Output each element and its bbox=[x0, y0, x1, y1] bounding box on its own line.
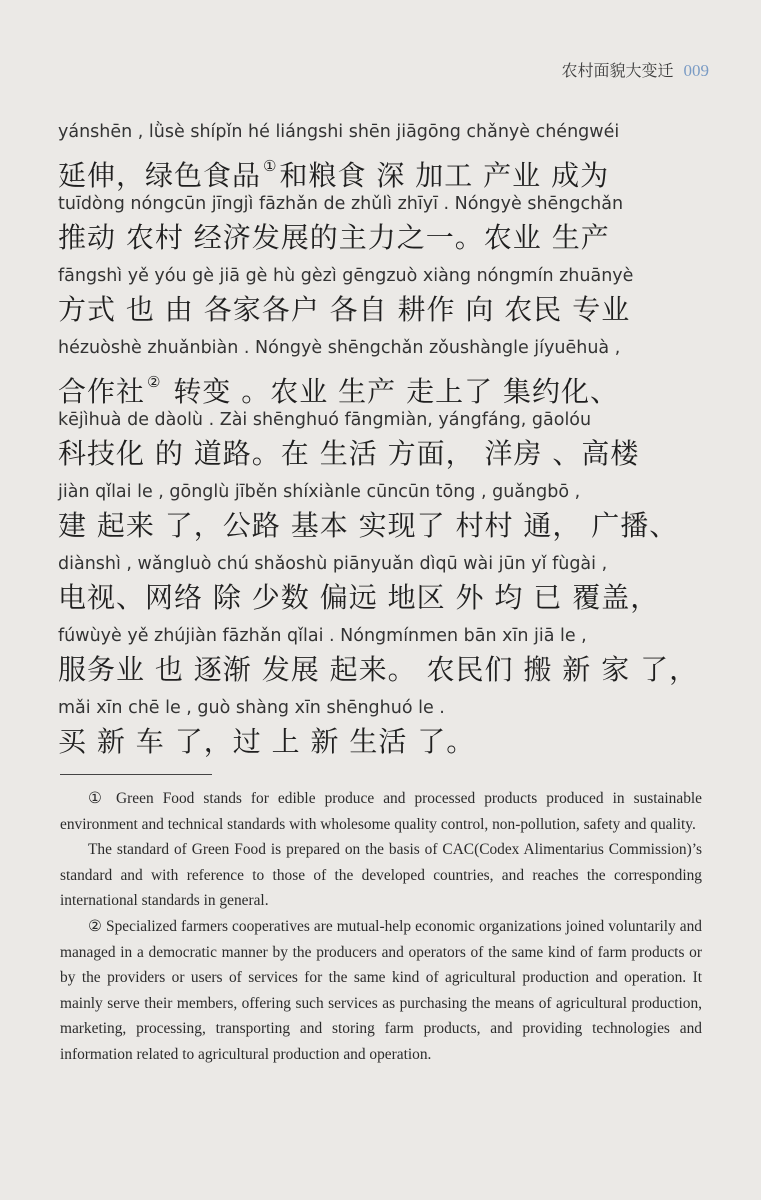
pinyin-body-text bbox=[58, 118, 708, 766]
pinyin-line: jiàn qǐlai le , gōnglù jīběn shíxiànle cūncūn tōng , guǎngbō , bbox=[58, 482, 581, 502]
footnote-divider bbox=[60, 774, 212, 775]
hanzi-line: 电视、网络 除 少数 偏远 地区 外 均 已 覆盖， bbox=[58, 581, 660, 614]
pinyin-line: diànshì , wǎngluò chú shǎoshù piānyuǎn dìqū wài jūn yǐ fùgài , bbox=[58, 554, 608, 574]
footnote-marker: ② bbox=[147, 373, 162, 391]
running-head bbox=[561, 58, 709, 81]
text-line-5 bbox=[58, 406, 708, 478]
pinyin-line: yánshēn , lǜsè shípǐn hé liángshi shēn jiāgōng chǎnyè chéngwéi bbox=[58, 122, 620, 142]
hanzi-line: 方式 也 由 各家各户 各自 耕作 向 农民 专业 bbox=[58, 293, 631, 326]
footnote-1: ① Green Food stands for edible produce and processed products produced in sustainable environment and technical standards with wholesome quality control, non-pollution, safety and quality. bbox=[60, 790, 702, 833]
hanzi-line bbox=[58, 362, 708, 408]
hanzi-text: 延伸，绿色食品 bbox=[58, 159, 262, 192]
pinyin-line: fāngshì yě yóu gè jiā gè hù gèzì gēngzuò xiàng nóngmín zhuānyè bbox=[58, 266, 634, 286]
text-line-9 bbox=[58, 694, 708, 766]
hanzi-line: 服务业 也 逐渐 发展 起来。 农民们 搬 新 家 了， bbox=[58, 653, 699, 686]
hanzi-text: 和粮食 深 加工 产业 成为 bbox=[279, 159, 610, 192]
text-line-3 bbox=[58, 262, 708, 334]
pinyin-line: fúwùyè yě zhújiàn fāzhǎn qǐlai . Nóngmínmen bān xīn jiā le , bbox=[58, 626, 587, 646]
pinyin-line: tuīdòng nóngcūn jīngjì fāzhǎn de zhǔlì zhīyī . Nóngyè shēngchǎn bbox=[58, 194, 624, 214]
footnote-marker: ① bbox=[263, 157, 278, 175]
pinyin-line: hézuòshè zhuǎnbiàn . Nóngyè shēngchǎn zǒushàngle jíyuēhuà , bbox=[58, 338, 621, 358]
chapter-title: 农村面貌大变迁 bbox=[561, 61, 674, 80]
hanzi-line: 建 起来 了，公路 基本 实现了 村村 通， 广播、 bbox=[58, 509, 679, 542]
hanzi-text: 合作社 bbox=[58, 375, 146, 408]
text-line-6 bbox=[58, 478, 708, 550]
footnote-2: ② Specialized farmers cooperatives are mutual-help economic organizations joined voluntarily and managed in a democratic manner by the producers and operators of the same kind of farm products or by the providers or users of services for the same kind of agricultural production and operation. It mainly serve their members, offering such services as purchasing the means of agricultural production, marketing, processing, transporting and storing farm products, and providing technologies and information related to agricultural production and operation. bbox=[60, 917, 702, 1063]
text-line-7 bbox=[58, 550, 708, 622]
footnotes bbox=[60, 786, 702, 1068]
footnote-1-continued: The standard of Green Food is prepared on the basis of CAC(Codex Alimentarius Commission)’s standard and with reference to those of the developed countries, and reaches the corresponding international standards in general. bbox=[60, 841, 702, 910]
hanzi-line: 科技化 的 道路。在 生活 方面， 洋房 、高楼 bbox=[58, 437, 640, 470]
hanzi-line: 推动 农村 经济发展的主力之一。农业 生产 bbox=[58, 221, 610, 254]
hanzi-text: 转变 。农业 生产 走上了 集约化、 bbox=[163, 375, 619, 408]
hanzi-line bbox=[58, 146, 708, 192]
text-line-1 bbox=[58, 118, 708, 190]
page-number: 009 bbox=[683, 61, 709, 80]
text-line-8 bbox=[58, 622, 708, 694]
hanzi-line: 买 新 车 了，过 上 新 生活 了。 bbox=[58, 725, 476, 758]
pinyin-line: kējìhuà de dàolù . Zài shēnghuó fāngmiàn, yángfáng, gāolóu bbox=[58, 410, 592, 430]
text-line-2 bbox=[58, 190, 708, 262]
pinyin-line: mǎi xīn chē le , guò shàng xīn shēnghuó le . bbox=[58, 698, 445, 718]
text-line-4 bbox=[58, 334, 708, 406]
